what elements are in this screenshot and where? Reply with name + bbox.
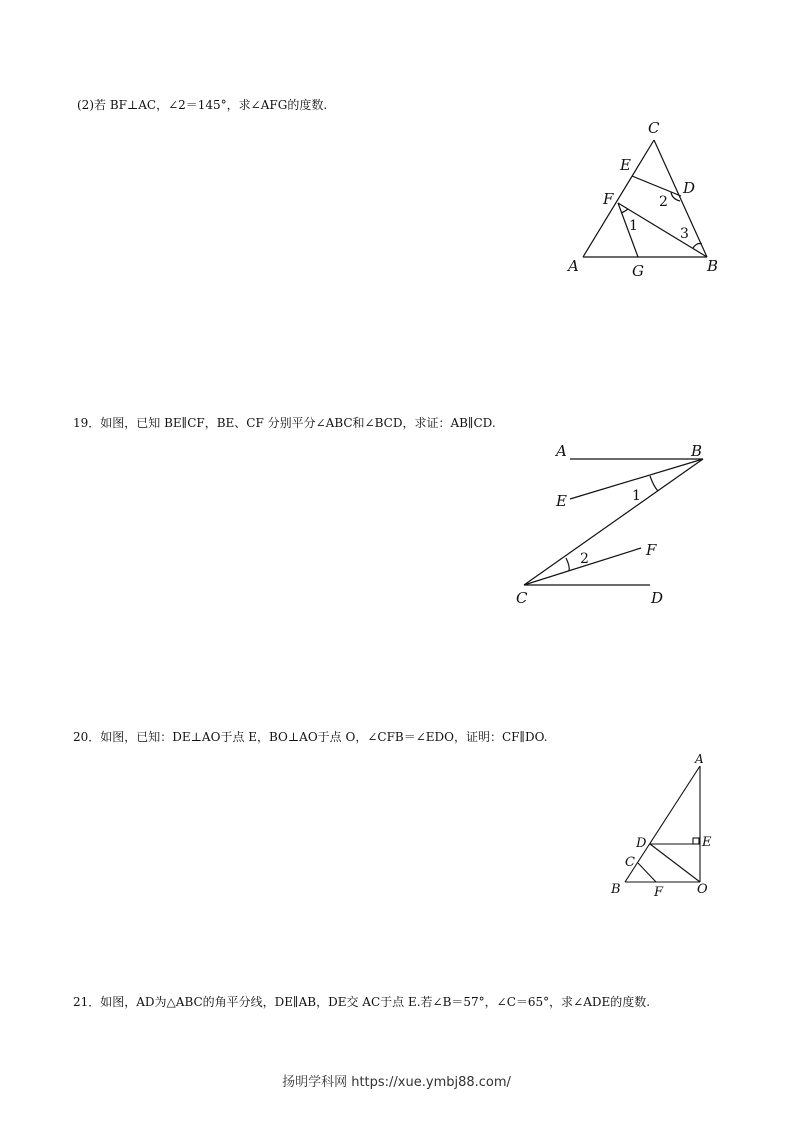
label-b: B (611, 882, 621, 897)
label-a: A (556, 442, 567, 460)
label-angle-1: 1 (629, 218, 638, 234)
question-20: 20．如图，已知：DE⊥AO于点 E，BO⊥AO于点 O，∠CFB＝∠EDO，证明：CF∥DO. (73, 730, 548, 744)
segment-cf (638, 863, 656, 882)
label-b: B (707, 257, 719, 275)
label-angle-2: 2 (659, 194, 668, 210)
footer-watermark: 扬明学科网 https://xue.ymbj88.com/ (282, 1075, 511, 1090)
question-19: 19．如图，已知 BE∥CF，BE、CF 分别平分∠ABC和∠BCD，求证：AB∥CD. (73, 416, 496, 430)
label-f: F (646, 541, 657, 559)
segment-do (650, 844, 700, 882)
label-d: D (651, 589, 664, 607)
question-18-part-2: (2)若 BF⊥AC，∠2＝145°，求∠AFG的度数. (77, 98, 328, 112)
label-angle-3: 3 (680, 226, 689, 242)
label-o: O (697, 882, 708, 897)
label-c: C (648, 119, 660, 137)
label-f: F (603, 190, 614, 208)
label-angle-1: 1 (632, 488, 641, 504)
right-angle-mark-e (693, 838, 699, 844)
label-c: C (516, 589, 528, 607)
label-g: G (632, 262, 644, 280)
label-e: E (702, 835, 712, 850)
label-f: F (654, 885, 664, 900)
segment-ab (625, 766, 700, 882)
label-d: D (683, 179, 696, 197)
label-c: C (625, 855, 635, 870)
question-21: 21．如图，AD为△ABC的角平分线，DE∥AB，DE交 AC于点 E.若∠B＝57°，∠C＝65°，求∠ADE的度数. (73, 995, 651, 1009)
label-b: B (691, 442, 703, 460)
label-d: D (636, 836, 647, 851)
label-a: A (695, 752, 704, 766)
label-e: E (620, 156, 631, 174)
label-e: E (556, 492, 567, 510)
label-a: A (568, 257, 579, 275)
label-angle-2: 2 (580, 551, 589, 567)
